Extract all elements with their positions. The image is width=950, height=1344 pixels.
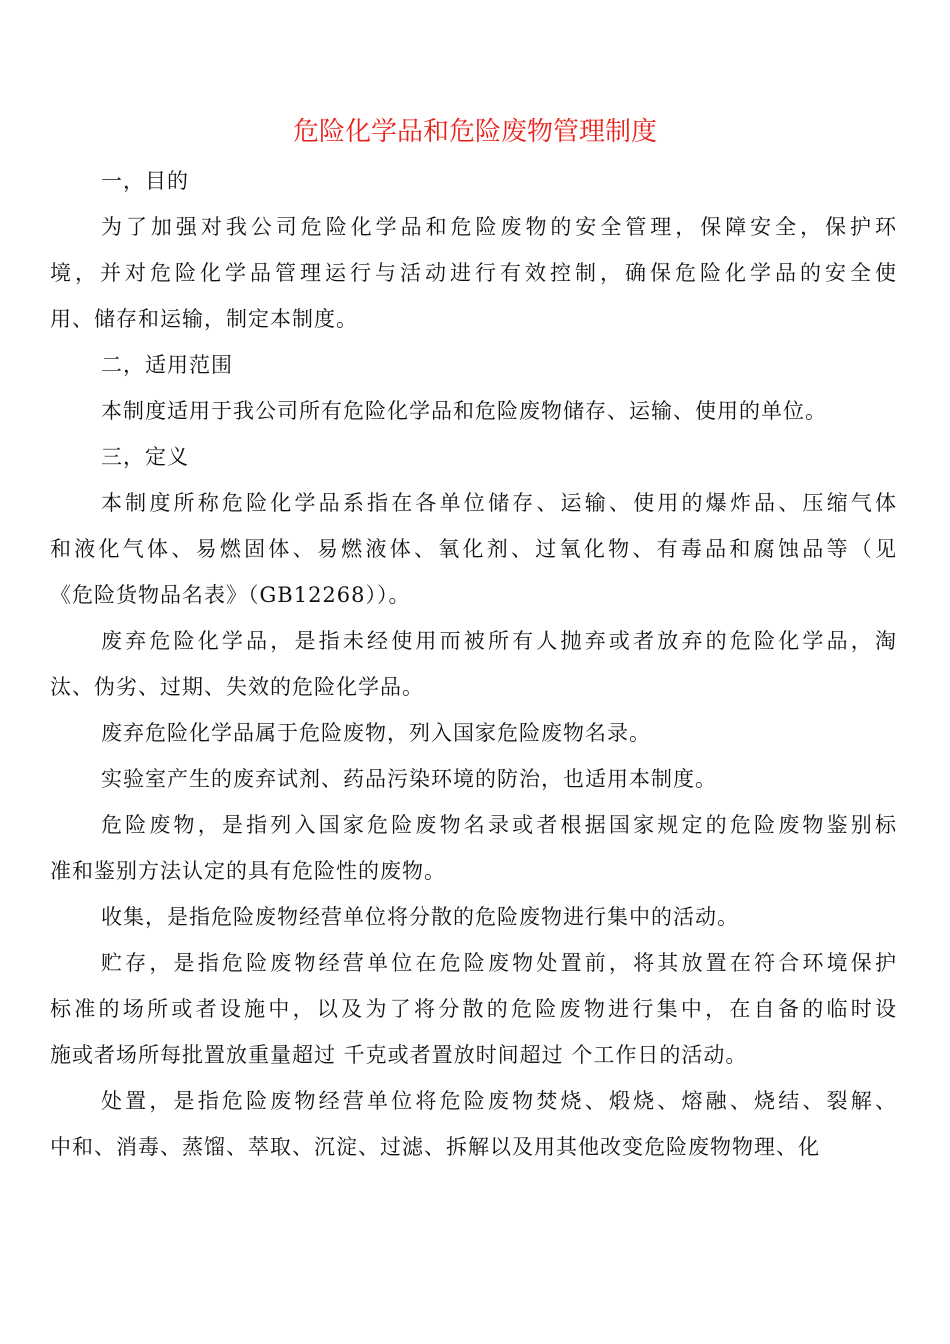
paragraph-line: 本制度所称危险化学品系指在各单位储存、运输、使用的爆炸品、压缩气体 bbox=[101, 491, 896, 515]
paragraph-line: 本制度适用于我公司所有危险化学品和危险废物储存、运输、使用的单位。 bbox=[101, 399, 827, 423]
paragraph-line: 贮存，是指危险废物经营单位在危险废物处置前，将其放置在符合环境保护 bbox=[101, 951, 896, 975]
paragraph-line: 实验室产生的废弃试剂、药品污染环境的防治，也适用本制度。 bbox=[101, 767, 717, 791]
paragraph-line: 施或者场所每批置放重量超过 千克或者置放时间超过 个工作日的活动。 bbox=[50, 1043, 748, 1067]
paragraph-line: 标准的场所或者设施中，以及为了将分散的危险废物进行集中，在自备的临时设 bbox=[50, 997, 896, 1021]
paragraph-line: 废弃危险化学品属于危险废物，列入国家危险废物名录。 bbox=[101, 721, 651, 745]
paragraph-line: 准和鉴别方法认定的具有危险性的废物。 bbox=[50, 859, 446, 883]
paragraph-line: 中和、消毒、蒸馏、萃取、沉淀、过滤、拆解以及用其他改变危险废物物理、化 bbox=[50, 1135, 820, 1159]
paragraph-line: 《危险货物品名表》（GB12268））。 bbox=[50, 583, 411, 607]
section-heading-definition: 三，定义 bbox=[101, 445, 189, 469]
paragraph-line: 用、储存和运输，制定本制度。 bbox=[50, 307, 358, 331]
paragraph-line: 收集，是指危险废物经营单位将分散的危险废物进行集中的活动。 bbox=[101, 905, 739, 929]
paragraph-line: 危险废物，是指列入国家危险废物名录或者根据国家规定的危险废物鉴别标 bbox=[101, 813, 896, 837]
section-heading-scope: 二，适用范围 bbox=[101, 353, 233, 377]
section-heading-purpose: 一，目的 bbox=[101, 169, 189, 193]
paragraph-line: 境，并对危险化学品管理运行与活动进行有效控制，确保危险化学品的安全使 bbox=[50, 261, 896, 285]
paragraph-line: 为了加强对我公司危险化学品和危险废物的安全管理，保障安全，保护环 bbox=[101, 215, 896, 239]
paragraph-line: 和液化气体、易燃固体、易燃液体、氧化剂、过氧化物、有毒品和腐蚀品等（见 bbox=[50, 537, 896, 561]
paragraph-line: 处置，是指危险废物经营单位将危险废物焚烧、煅烧、熔融、烧结、裂解、 bbox=[101, 1089, 896, 1113]
paragraph-line: 汰、伪劣、过期、失效的危险化学品。 bbox=[50, 675, 424, 699]
document-title: 危险化学品和危险废物管理制度 bbox=[292, 117, 657, 147]
paragraph-line: 废弃危险化学品，是指未经使用而被所有人抛弃或者放弃的危险化学品，淘 bbox=[101, 629, 896, 653]
